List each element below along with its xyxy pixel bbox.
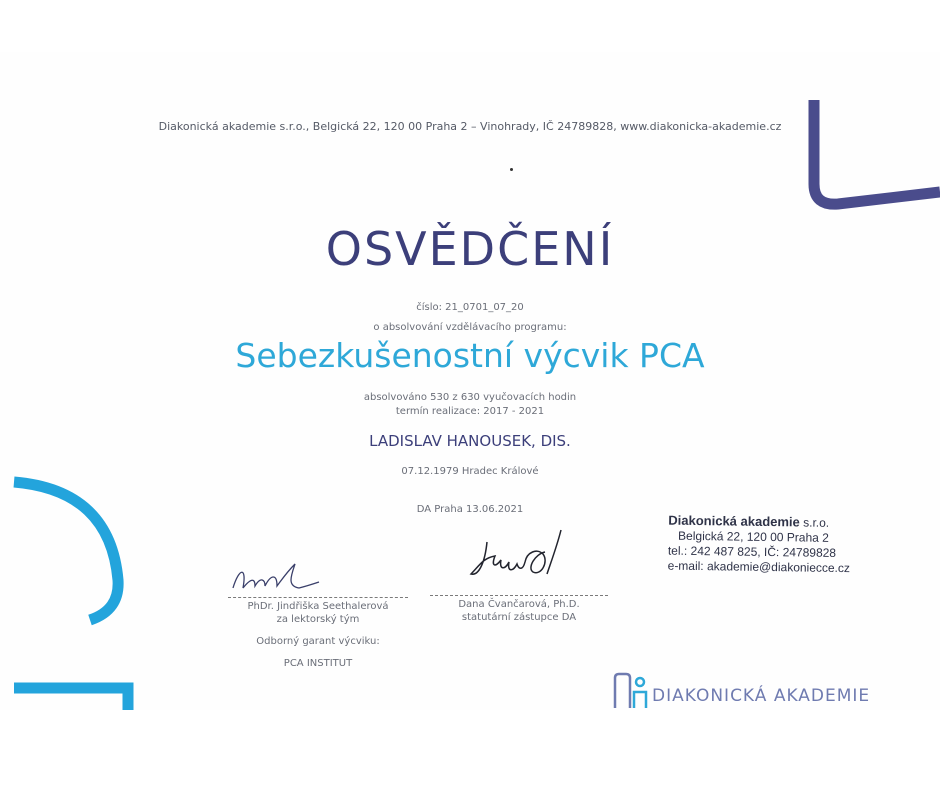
signature-right <box>465 522 585 586</box>
guarantor-label: Odborný garant výcviku: <box>256 636 380 647</box>
diakonicka-logo-icon <box>612 672 648 708</box>
program-title: Sebezkušenostní výcvik PCA <box>235 336 705 375</box>
footer-brand-name: DIAKONICKÁ AKADEMIE <box>652 686 871 706</box>
issuer-header: Diakonická akademie s.r.o., Belgická 22, 120 00 Praha 2 – Vinohrady, IČ 24789828, www.diakonicka-akademie.cz <box>158 120 782 133</box>
signature-line-left <box>228 597 408 598</box>
signature-left <box>225 558 325 598</box>
signatory-left-role: za lektorský tým <box>276 614 360 625</box>
recipient-name: LADISLAV HANOUSEK, DIS. <box>369 432 571 450</box>
corner-decoration-top-right <box>800 96 940 214</box>
program-intro: o absolvování vzdělávacího programu: <box>373 322 567 333</box>
certificate-page <box>0 52 940 710</box>
certificate-title: OSVĚDČENÍ <box>325 222 615 276</box>
signatory-right-name: Dana Čvančarová, Ph.D. <box>458 599 580 610</box>
header-dot <box>510 168 513 171</box>
stamp-suffix: s.r.o. <box>799 515 830 530</box>
stamp-name: Diakonická akademie <box>668 512 800 530</box>
place-date: DA Praha 13.06.2021 <box>416 504 524 515</box>
stamp-email: e-mail: akademie@diakoniecce.cz <box>667 558 851 576</box>
signatory-right-role: statutární zástupce DA <box>461 612 577 623</box>
guarantor-name: PCA INSTITUT <box>283 658 353 669</box>
certificate-number: číslo: 21_0701_07_20 <box>416 302 524 313</box>
signature-line-right <box>430 595 608 596</box>
realization-term: termín realizace: 2017 - 2021 <box>395 406 545 417</box>
stamp-address: Belgická 22, 120 00 Praha 2 <box>678 528 829 545</box>
birth-info: 07.12.1979 Hradec Králové <box>401 466 539 477</box>
institution-stamp <box>668 513 869 577</box>
signatory-left-name: PhDr. Jindřiška Seethalerová <box>247 601 389 612</box>
hours-completed: absolvováno 530 z 630 vyučovacích hodin <box>363 392 577 403</box>
stamp-phone: tel.: 242 487 825, IČ: 24789828 <box>667 543 837 560</box>
